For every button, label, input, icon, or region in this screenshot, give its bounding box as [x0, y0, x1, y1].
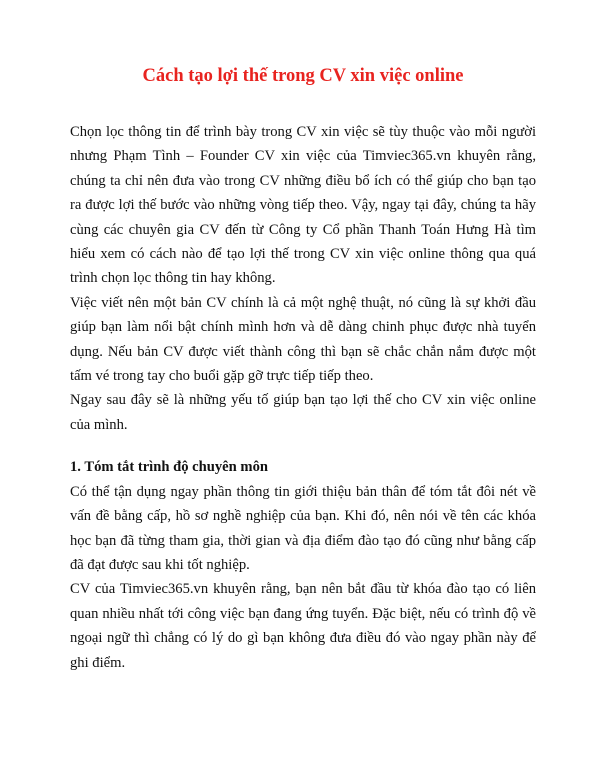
section-1-paragraph-2: CV của Timviec365.vn khuyên rằng, bạn nên bắt đầu từ khóa đào tạo có liên quan nhiều nhất tới công việc bạn đang ứng tuyển. Đặc biệt, nếu có trình độ về ngoại ngữ thì chẳng có lý do gì bạn không đưa điều đó vào ngay phần này để ghi điểm. — [70, 581, 536, 671]
document-title: Cách tạo lợi thế trong CV xin việc online — [142, 66, 464, 86]
intro-paragraph-1: Chọn lọc thông tin để trình bày trong CV xin việc sẽ tùy thuộc vào mỗi người nhưng Phạm Tình – Founder CV xin việc của Timviec365.vn khuyên rằng, chúng ta chỉ nên đưa vào trong CV những điều bổ ích có thể giúp cho bạn tạo ra được lợi thế bước vào những vòng tiếp theo. Vậy, ngay tại đây, chúng ta hãy cùng các chuyên gia CV đến từ Công ty Cổ phần Thanh Toán Hưng Hà tìm hiểu xem có cách nào để tạo lợi thế trong CV xin việc online thông qua quá trình chọn lọc thông tin hay không. — [70, 124, 536, 287]
section-heading-1: 1. Tóm tắt trình độ chuyên môn — [70, 459, 268, 476]
intro-paragraph-2: Việc viết nên một bản CV chính là cả một nghệ thuật, nó cũng là sự khởi đầu giúp bạn làm nổi bật chính mình hơn và dễ dàng chinh phục được nhà tuyển dụng. Nếu bản CV được viết thành công thì bạn sẽ chắc chắn nắm được một tấm vé trong tay cho buổi gặp gỡ trực tiếp tiếp theo. — [70, 294, 536, 385]
intro-paragraph-3: Ngay sau đây sẽ là những yếu tố giúp bạn tạo lợi thế cho CV xin việc online của mình. — [70, 392, 536, 433]
section-1-paragraph-1: Có thể tận dụng ngay phần thông tin giới thiệu bản thân để tóm tắt đôi nét về vấn đề bằng cấp, hồ sơ nghề nghiệp của bạn. Khi đó, nên nói về tên các khóa học bạn đã từng tham gia, thời gian và địa điểm đào tạo đó cũng như bằng cấp đã đạt được sau khi tốt nghiệp. — [70, 483, 536, 573]
